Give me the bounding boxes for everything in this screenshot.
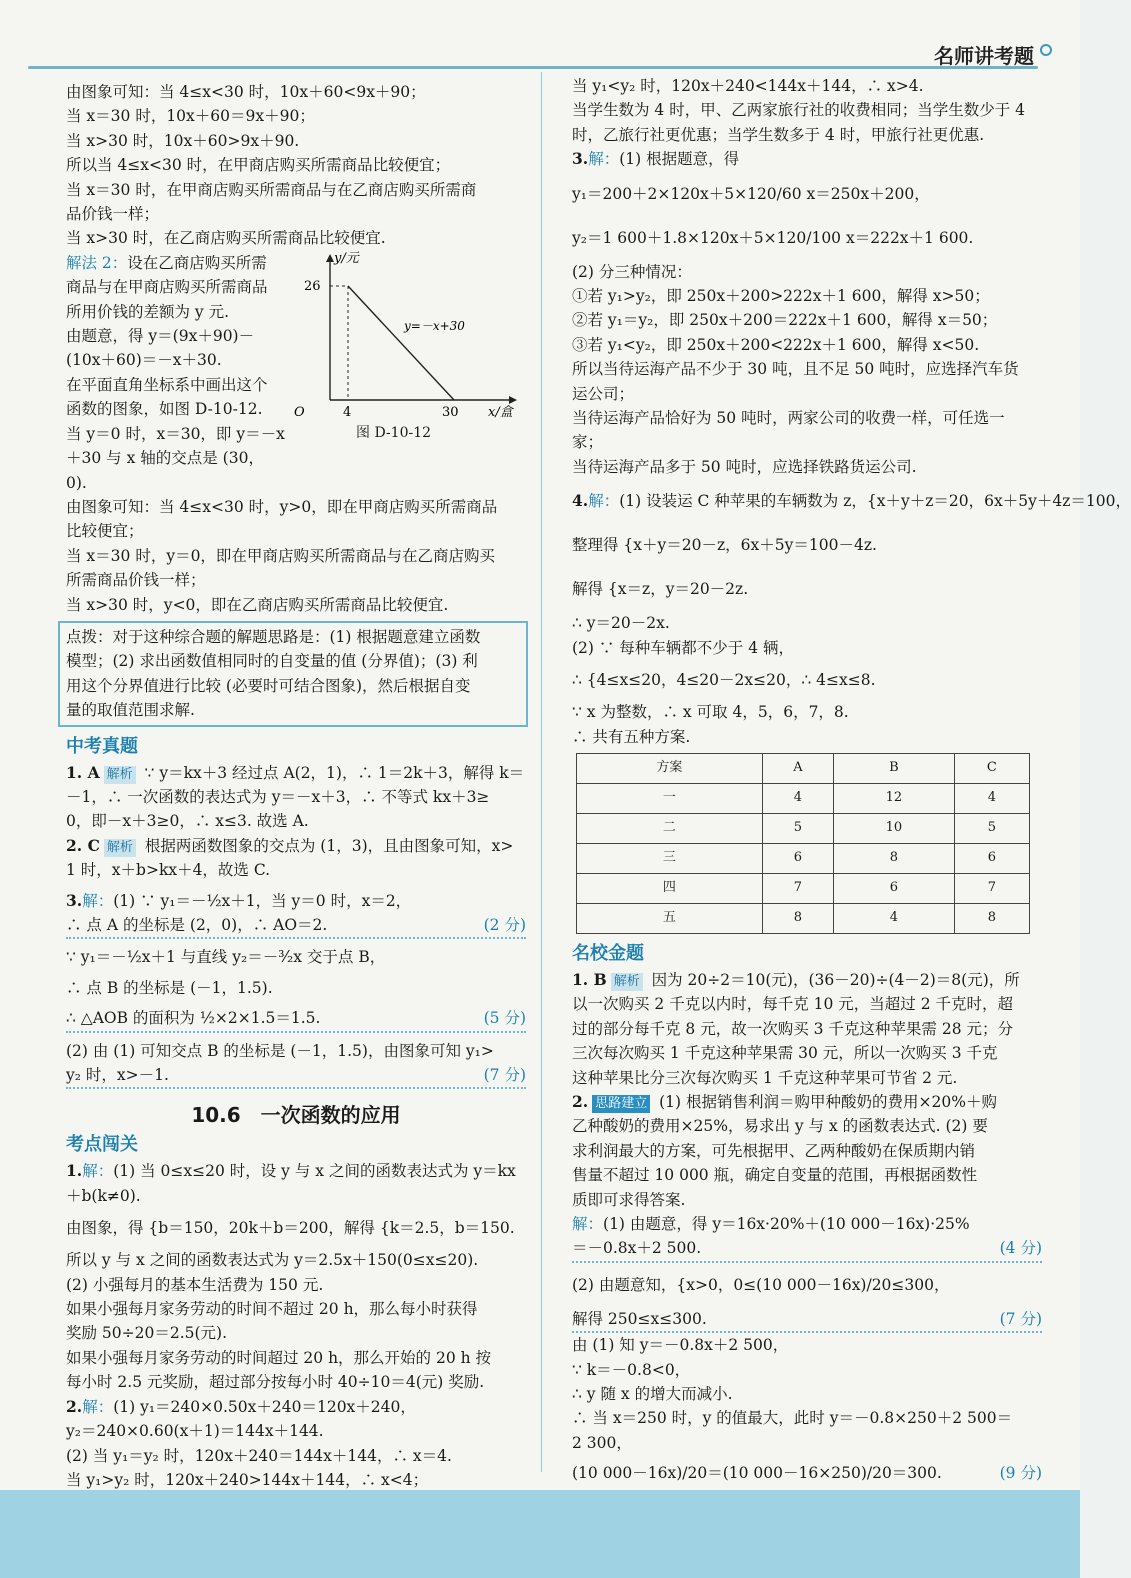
table-header: C (954, 753, 1029, 783)
text-line: 由图象可知：当 4≤x<30 时，10x＋60<9x＋90； (66, 83, 426, 101)
section-heading-zhongkao: 中考真题 (66, 735, 138, 757)
r4-line: 解得 {x＝z，y＝20－2z. (572, 580, 749, 599)
r3-line: ②若 y₁＝y₂，即 250x＋200＝222x＋1 600，解得 x＝50； (572, 311, 998, 330)
table-cell: 4 (834, 903, 955, 933)
method2-line: 商品与在甲商店购买所需商品 (66, 278, 268, 297)
m2-sol-line: 解：(1) 由题意，得 y＝16x·20%＋(10 000－16x)·25% (572, 1214, 970, 1233)
r3-line: 家； (572, 433, 604, 452)
q2-line: 2. C 解析 根据两函数图象的交点为 (1，3)，且由图象可知，x> (66, 835, 514, 855)
figure-caption: 图 D-10-12 (356, 425, 432, 441)
table-cell: 三 (577, 843, 763, 873)
k1-line: 如果小强每月家务劳动的时间不超过 20 h，那么每小时获得 (66, 1300, 478, 1319)
r3-line: 运公司； (572, 384, 635, 403)
column-divider (541, 72, 542, 1472)
q3-line: ∴ △AOB 的面积为 ½×2×1.5＝1.5. (5 分) (66, 1006, 526, 1032)
table-header-row (577, 753, 1030, 783)
q2-line: 1 时，x＋b>kx＋4，故选 C. (66, 861, 271, 880)
method2-line: (10x＋60)＝－x＋30. (66, 351, 222, 370)
r3-line: ③若 y₁<y₂，即 250x＋200<222x＋1 600，解得 x<50. (572, 335, 980, 354)
k1-line: 每小时 2.5 元奖励，超过部分按每小时 40÷10＝4(元) 奖励. (66, 1373, 485, 1392)
r4-line: ∴ {4≤x≤20，4≤20－2x≤20，∴ 4≤x≤8. (572, 671, 876, 690)
function-graph (294, 250, 524, 420)
table-header: A (762, 753, 833, 783)
r4-line: (2) ∵ 每种车辆都不少于 4 辆， (572, 638, 795, 657)
k2-line: y₂＝240×0.60(x＋1)＝144x＋144. (66, 1422, 324, 1441)
m2-sol-line: ∵ k＝－0.8<0， (572, 1360, 691, 1379)
q3-line: y₂ 时，x>－1. (7 分) (66, 1063, 526, 1089)
q3-line: 3.解：(1) ∵ y₁＝－½x＋1，当 y＝0 时，x＝2， (66, 890, 412, 910)
method2-line: 当 y＝0 时，x＝30，即 y＝－x (66, 424, 285, 443)
section-title-10-6: 10.6 一次函数的应用 (191, 1103, 401, 1128)
table-row (577, 903, 1030, 933)
method2-line: 在平面直角坐标系中画出这个 (66, 375, 268, 394)
text-line: 当 x>30 时，在乙商店购买所需商品比较便宜. (66, 229, 386, 248)
m2-line: 2. 思路建立 (1) 根据销售利润＝购甲种酸奶的费用×20%＋购 (572, 1091, 997, 1111)
m2-sol-line: 2 300， (572, 1433, 632, 1452)
k1-line: 1.解：(1) 当 0≤x≤20 时，设 y 与 x 之间的函数表达式为 y＝kx (66, 1161, 516, 1181)
table-cell: 4 (954, 783, 1029, 813)
table-row (577, 783, 1030, 813)
table-row (577, 843, 1030, 873)
table-cell: 二 (577, 813, 763, 843)
origin-label: O (294, 405, 305, 420)
m2-sol-line: ∴ y 随 x 的增大而减小. (572, 1385, 733, 1403)
m2-sol-line: ∴ 当 x＝250 时，y 的值最大，此时 y＝－0.8×250＋2 500＝ (572, 1409, 1013, 1428)
q3-line: (2) 由 (1) 可知交点 B 的坐标是 (－1，1.5)，由图象可知 y₁> (66, 1041, 494, 1060)
table-header: B (834, 753, 955, 783)
y-axis-arrow-icon (326, 254, 334, 262)
m2-sol-line: (10 000－16x)/20＝(10 000－16×250)/20＝300. (9 分) (572, 1455, 1042, 1493)
method2-line: 所用价钱的差额为 y 元. (66, 302, 230, 321)
table-cell: 8 (762, 903, 833, 933)
table-cell: 12 (834, 783, 955, 813)
text-line: 当 x＝30 时，10x＋60＝9x＋90； (66, 107, 315, 126)
table-cell: 5 (762, 813, 833, 843)
method2-line: 函数的图象，如图 D-10-12. (66, 400, 263, 419)
m1-line: 三次每次购买 1 千克这种苹果需 30 元，所以一次购买 3 千克 (572, 1044, 998, 1063)
table-cell: 6 (834, 873, 955, 903)
text-line: 当 x＝30 时，y＝0，即在甲商店购买所需商品与在乙商店购买 (66, 546, 495, 565)
m2-line: 求利润最大的方案，可先根据甲、乙两种酸奶在保质期内销 (572, 1141, 976, 1160)
q1-line: －1，∴ 一次函数的表达式为 y＝－x＋3，∴ 不等式 kx＋3≥ (66, 787, 490, 806)
tip-box (58, 621, 528, 727)
r3-line: 所以当待运海产品不少于 30 吨，且不足 50 吨时，应选择汽车货 (572, 360, 1019, 379)
r3-line: 3.解：(1) 根据题意，得 (572, 149, 740, 169)
r4-line: ∴ y＝20－2x. (572, 614, 670, 633)
header-title: 名师讲考题 (934, 44, 1034, 68)
r4-line: 整理得 {x＋y＝20－z，6x＋5y＝100－4z. (572, 536, 877, 555)
text-line: 当 x>30 时，y<0，即在乙商店购买所需商品比较便宜. (66, 595, 449, 614)
m1-line: 1. B 解析 因为 20÷2＝10(元)，(36－20)÷(4－2)＝8(元)，所 (572, 969, 1020, 989)
score-label: (7 分) (483, 1066, 526, 1085)
analysis-tag: 解析 (611, 973, 643, 991)
score-label: (7 分) (999, 1309, 1042, 1328)
tip-line: 量的取值范围求解. (66, 701, 195, 720)
m1-line: 以一次购买 2 千克以内时，每千克 10 元，当超过 2 千克时，超 (572, 995, 1014, 1014)
k2-line: 当 y₁>y₂ 时，120x＋240>144x＋144，∴ x<4； (66, 1470, 429, 1489)
x-axis-label: x/盒 (488, 405, 513, 420)
table-header: 方案 (577, 753, 763, 783)
table-cell: 7 (762, 873, 833, 903)
page-footer-band (0, 1490, 1080, 1578)
y-axis-label: y/元 (334, 251, 359, 266)
table-cell: 8 (954, 903, 1029, 933)
table-cell: 10 (834, 813, 955, 843)
m1-line: 这种苹果比分三次每次购买 1 千克这种苹果可节省 2 元. (572, 1068, 958, 1087)
table-cell: 4 (762, 783, 833, 813)
q3-line: ∴ 点 B 的坐标是 (－1，1.5). (66, 978, 273, 997)
q1-line: 0，即－x＋3≥0，∴ x≤3. 故选 A. (66, 812, 309, 831)
k1-line: 如果小强每月家务劳动的时间超过 20 h，那么开始的 20 h 按 (66, 1348, 492, 1367)
m2-line: 售量不超过 10 000 瓶，确定自变量的范围，再根据函数性 (572, 1166, 978, 1185)
right-column (572, 74, 1131, 1493)
text-line: 当 x＝30 时，在甲商店购买所需商品与在乙商店购买所需商 (66, 180, 477, 199)
score-label: (9 分) (999, 1464, 1042, 1483)
k1-line: 所以 y 与 x 之间的函数表达式为 y＝2.5x＋150(0≤x≤20). (66, 1251, 479, 1270)
table-cell: 7 (954, 873, 1029, 903)
text-line: 所以当 4≤x<30 时，在甲商店购买所需商品比较便宜； (66, 156, 451, 175)
text-line: 当 x>30 时，10x＋60>9x＋90. (66, 131, 300, 150)
k1-line: (2) 小强每月的基本生活费为 150 元. (66, 1275, 324, 1294)
k1-line: ＋b(k≠0). (66, 1186, 141, 1205)
r4-line: ∵ x 为整数，∴ x 可取 4，5，6，7，8. (572, 703, 849, 722)
method2-label: 解法 2： (66, 253, 128, 272)
scheme-table (576, 753, 1030, 934)
m2-sol-line: 解得 250≤x≤300. (7 分) (572, 1307, 1042, 1333)
method2-line: 由题意，得 y＝(9x＋90)－ (66, 327, 255, 346)
r4-line: 4.解：(1) 设装运 C 种苹果的车辆数为 z，{x＋y＋z＝20，6x＋5y＋4z＝100， (572, 491, 1131, 511)
x-tick-label: 4 (343, 405, 352, 420)
tip-line: 用这个分界值进行比较 (必要时可结合图象)，然后根据自变 (66, 676, 471, 695)
analysis-tag: 解析 (104, 766, 136, 784)
line-label: y=－x+30 (404, 319, 465, 333)
text-line: 当 y₁<y₂ 时，120x＋240<144x＋144，∴ x>4. (572, 77, 924, 95)
k1-line: 奖励 50÷20＝2.5(元). (66, 1324, 228, 1343)
score-label: (4 分) (999, 1239, 1042, 1258)
section-heading-kaodian: 考点闯关 (66, 1134, 138, 1156)
r4-line: ∴ 共有五种方案. (572, 727, 691, 746)
m2-sol-line: (2) 由题意知，{x>0，0≤(10 000－16x)/20≤300， (572, 1275, 950, 1294)
text-line: 当学生数为 4 时，甲、乙两家旅行社的收费相同；当学生数少于 4 (572, 101, 1026, 120)
k2-line: (2) 当 y₁＝y₂ 时，120x＋240＝144x＋144，∴ x＝4. (66, 1446, 452, 1465)
idea-tag: 思路建立 (592, 1095, 650, 1113)
text-line: 比较便宜； (66, 522, 144, 541)
y-tick-label: 26 (304, 279, 321, 294)
method2-line: 0). (66, 473, 87, 492)
r3-line: ①若 y₁>y₂，即 250x＋200>222x＋1 600，解得 x>50； (572, 287, 990, 306)
method2-line: ＋30 与 x 轴的交点是 (30， (66, 449, 264, 468)
m2-line: 乙种酸奶的费用×25%，易求出 y 与 x 的函数表达式. (2) 要 (572, 1117, 988, 1136)
r3-line: 当待运海产品多于 50 吨时，应选择铁路货运公司. (572, 457, 917, 476)
x-tick-label: 30 (442, 405, 459, 420)
tip-line: 模型；(2) 求出函数值相同时的自变量的值 (分界值)；(3) 利 (66, 652, 478, 671)
table-cell: 五 (577, 903, 763, 933)
k2-line: 2.解：(1) y₁＝240×0.50x＋240＝120x＋240， (66, 1396, 416, 1416)
q1-line: 1. A 解析 ∵ y＝kx＋3 经过点 A(2，1)，∴ 1＝2k＋3，解得 k＝ (66, 762, 525, 782)
tip-line: 点拨：对于这种综合题的解题思路是：(1) 根据题意建立函数 (66, 627, 481, 646)
header-dot-icon (1040, 44, 1052, 56)
graph-line (348, 286, 454, 400)
text-line: 时，乙旅行社更优惠；当学生数多于 4 时，甲旅行社更优惠. (572, 125, 985, 144)
section-heading-mingxiao: 名校金题 (572, 942, 644, 964)
r3-line: (2) 分三种情况： (572, 262, 692, 281)
table-cell: 8 (834, 843, 955, 873)
m2-sol-line: ＝－0.8x＋2 500. (4 分) (572, 1236, 1042, 1262)
table-row (577, 813, 1030, 843)
score-label: (5 分) (483, 1009, 526, 1028)
text-line: 品价钱一样； (66, 205, 160, 224)
r3-line: 当待运海产品恰好为 50 吨时，两家公司的收费一样，可任选一 (572, 409, 1005, 428)
m2-sol-line: 由 (1) 知 y＝－0.8x＋2 500， (572, 1336, 789, 1355)
m1-line: 过的部分每千克 8 元，故一次购买 3 千克这种苹果需 28 元；分 (572, 1019, 1014, 1038)
table-row (577, 873, 1030, 903)
r3-line: y₂＝1 600＋1.8×120x＋5×120/100 x＝222x＋1 600. (572, 228, 974, 247)
text-line: 由图象可知：当 4≤x<30 时，y>0，即在甲商店购买所需商品 (66, 497, 498, 516)
method2-line: 解法 2：设在乙商店购买所需 (66, 253, 267, 272)
header-rule (28, 66, 1038, 69)
table-cell: 四 (577, 873, 763, 903)
q3-line: ∴ 点 A 的坐标是 (2，0)，∴ AO＝2. (2 分) (66, 913, 526, 939)
analysis-tag: 解析 (104, 839, 136, 857)
text-line: 所需商品价钱一样； (66, 571, 206, 590)
score-label: (2 分) (483, 916, 526, 934)
table-cell: 5 (954, 813, 1029, 843)
x-axis-arrow-icon (509, 396, 517, 404)
m2-line: 质即可求得答案. (572, 1190, 686, 1209)
k1-line: 由图象，得 {b＝150，20k＋b＝200，解得 {k＝2.5，b＝150. (66, 1219, 515, 1238)
table-cell: 6 (762, 843, 833, 873)
r3-line: y₁＝200＋2×120x＋5×120/60 x＝250x＋200， (572, 184, 930, 203)
table-cell: 6 (954, 843, 1029, 873)
table-cell: 一 (577, 783, 763, 813)
q3-line: ∵ y₁＝－½x＋1 与直线 y₂＝－³⁄₂x 交于点 B， (66, 948, 386, 967)
